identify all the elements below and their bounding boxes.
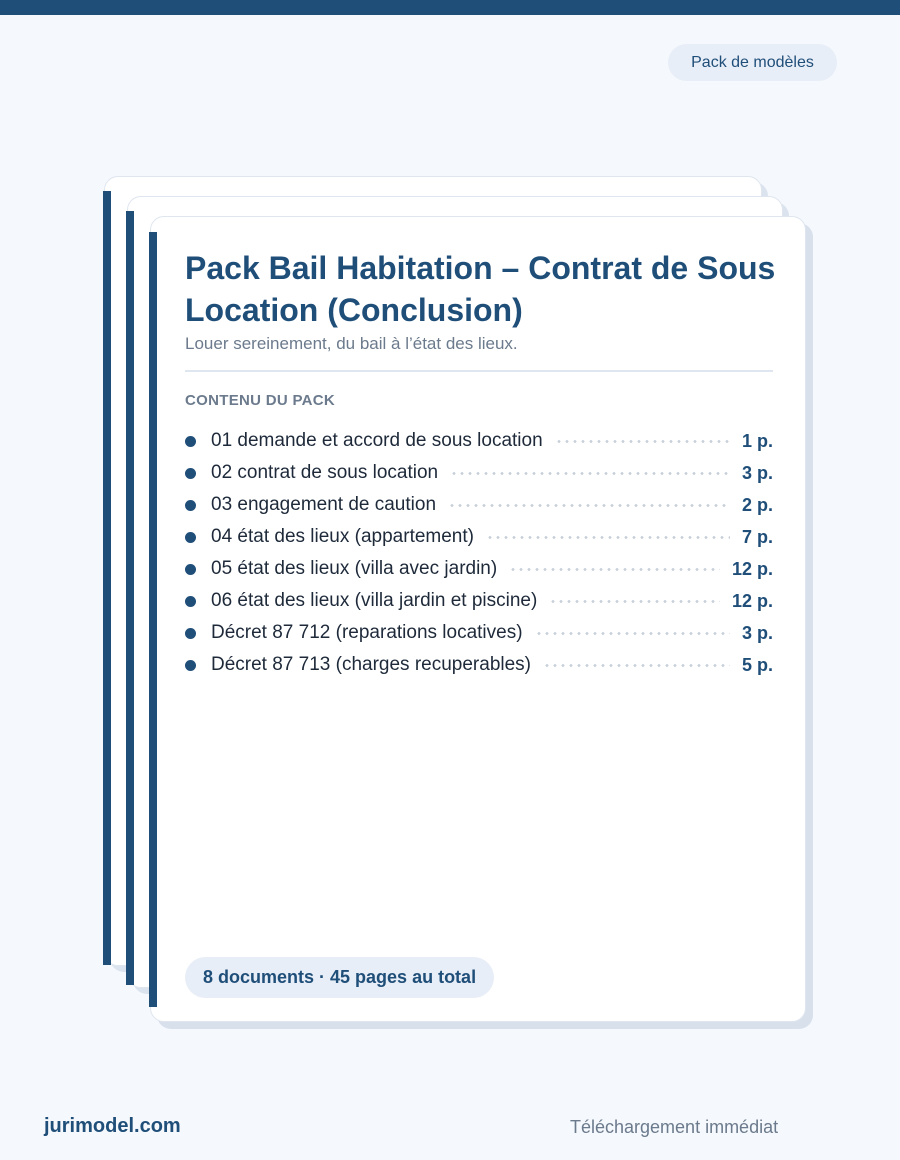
document-pages: 12 p. [731,558,773,579]
document-name: 05 état des lieux (villa avec jardin) [211,558,498,579]
document-pages: 3 p. [741,622,773,643]
bullet-icon [185,500,196,511]
list-item [185,425,773,457]
document-name: 04 état des lieux (appartement) [211,526,474,547]
list-item [185,489,773,521]
dot-leader [543,664,730,667]
bullet-icon [185,628,196,639]
bullet-icon [185,596,196,607]
document-list [185,425,773,681]
document-name: Décret 87 712 (reparations locatives) [211,622,523,643]
pack-subtitle: Louer sereinement, du bail à l’état des lieux. [185,334,518,353]
pack-type-badge: Pack de modèles [668,44,837,81]
document-pages: 12 p. [731,590,773,611]
brand-name[interactable]: jurimodel.com [44,1115,181,1137]
sheet-spine [126,211,134,985]
document-pages: 3 p. [741,462,773,483]
dot-leader [509,568,720,571]
bullet-icon [185,660,196,671]
pack-total-badge: 8 documents · 45 pages au total [185,957,494,998]
document-pages: 5 p. [741,654,773,675]
dot-leader [535,632,730,635]
document-name: 01 demande et accord de sous location [211,430,543,451]
list-item [185,585,773,617]
section-heading: CONTENU DU PACK [185,392,336,409]
sheet-spine [149,232,157,1007]
dot-leader [555,440,730,443]
sheet-spine [103,191,111,965]
divider [185,370,773,372]
list-item [185,553,773,585]
list-item [185,649,773,681]
bullet-icon [185,436,196,447]
document-name: 02 contrat de sous location [211,462,439,483]
bullet-icon [185,468,196,479]
dot-leader [549,600,720,603]
document-name: 06 état des lieux (villa jardin et piscine) [211,590,538,611]
dot-leader [448,504,730,507]
pack-card [150,216,806,1022]
list-item [185,457,773,489]
pack-title: Pack Bail Habitation – Contrat de Sous Location (Conclusion) [185,250,776,328]
dot-leader [486,536,730,539]
document-name: Décret 87 713 (charges recuperables) [211,654,532,675]
document-name: 03 engagement de caution [211,494,437,515]
dot-leader [450,472,730,475]
document-pages: 2 p. [741,494,773,515]
document-pages: 1 p. [741,430,773,451]
bullet-icon [185,564,196,575]
footer-tagline: Téléchargement immédiat [570,1117,779,1137]
document-pages: 7 p. [741,526,773,547]
top-accent-bar [0,0,900,15]
list-item [185,617,773,649]
bullet-icon [185,532,196,543]
list-item [185,521,773,553]
